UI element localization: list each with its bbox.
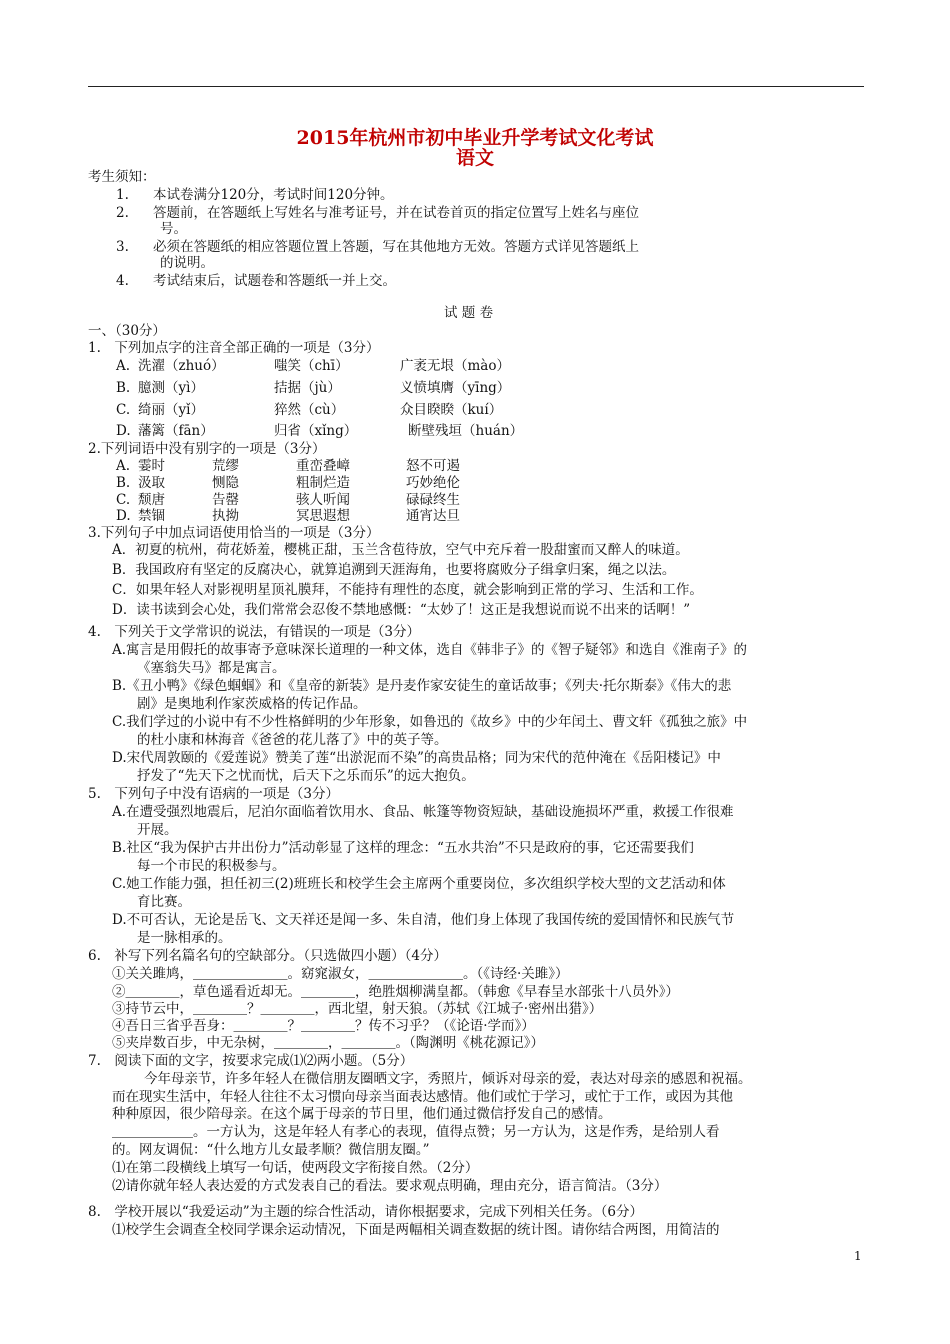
option-text: A.在遭受强烈地震后，尼泊尔面临着饮用水、食品、帐篷等物资短缺，基础设施损坏严重，救援工作很难 — [112, 804, 734, 820]
option-word: 汲取 — [138, 475, 165, 491]
option-text: C．如果年轻人对影视明星顶礼膜拜，不能持有理性的态度，就会影响到正常的学习、生活和工作。 — [112, 582, 703, 598]
page-number: 1 — [854, 1249, 862, 1263]
option-word: 臆测（yì） — [138, 380, 204, 396]
option-text: D．读书读到会心处，我们常常会忍俊不禁地感慨：“太妙了！这正是我想说而说不出来的话啊！” — [112, 602, 691, 618]
option-word: 霎时 — [138, 458, 165, 474]
question-stem: 1. 下列加点字的注音全部正确的一项是（3分） — [88, 340, 380, 356]
option-letter: A. — [116, 458, 131, 474]
notice-item-cont: 的说明。 — [160, 255, 214, 271]
option-text-cont: 开展。 — [137, 822, 178, 838]
question-stem: 4. 下列关于文学常识的说法，有错误的一项是（3分） — [88, 624, 420, 640]
option-word: 怒不可遏 — [406, 458, 460, 474]
sub-question: ⑵请你就年轻人表达爱的方式发表自己的看法。要求观点明确，理由充分，语言简洁。（3分） — [112, 1178, 668, 1194]
exam-title: 2015年杭州市初中毕业升学考试文化考试 — [296, 127, 654, 149]
passage-line: 种种原因，很少陪母亲。在这个属于母亲的节日里，他们通过微信抒发自己的感情。 — [112, 1106, 612, 1122]
option-text-cont: 剧》是奥地利作家茨威格的传记作品。 — [137, 696, 367, 712]
option-word: 恻隐 — [212, 475, 239, 491]
option-text: D.不可否认，无论是岳飞、文天祥还是闻一多、朱自清，他们身上体现了我国传统的爱国情怀和民族气节 — [112, 912, 735, 928]
subject-title: 语文 — [455, 147, 494, 169]
question-stem: 7. 阅读下面的文字，按要求完成⑴⑵两小题。（5分） — [88, 1053, 414, 1069]
option-text-cont: 的杜小康和林海音《爸爸的花儿落了》中的英子等。 — [137, 732, 448, 748]
option-word: 禁锢 — [138, 508, 165, 524]
notice-number: 2. — [116, 205, 129, 221]
sub-question: ⑴校学生会调查全校同学课余运动情况，下面是两幅相关调查数据的统计图。请你结合两图，用简洁的 — [112, 1222, 720, 1238]
option-text: B.《丑小鸭》《绿色蝈蝈》和《皇帝的新装》是丹麦作家安徒生的童话故事；《列夫·托尔斯泰》《伟大的悲 — [112, 678, 732, 694]
question-stem: 2.下列词语中没有别字的一项是（3分） — [88, 441, 326, 457]
passage-line: 的。网友调侃：“什么地方儿女最孝顺？微信朋友圈。” — [112, 1142, 430, 1158]
notice-number: 3. — [116, 239, 129, 255]
fill-blank-line: ⑤夹岸数百步，中无杂树，＿＿＿＿，＿＿＿＿。（陶渊明《桃花源记》） — [112, 1035, 544, 1051]
fill-blank-line: ③持节云中，＿＿＿＿？＿＿＿＿，西北望，射天狼。（苏轼《江城子·密州出猎》） — [112, 1001, 603, 1017]
notice-number: 1. — [116, 187, 129, 203]
option-letter: B. — [116, 380, 131, 396]
option-text: A．初夏的杭州，荷花娇羞，樱桃正甜，玉兰含苞待放，空气中充斥着一股甜蜜而又醉人的味道。 — [112, 542, 689, 558]
option-letter: D. — [116, 508, 131, 524]
option-text-cont: 育比赛。 — [137, 894, 191, 910]
notice-heading: 考生须知： — [88, 169, 156, 185]
option-letter: B. — [116, 475, 131, 491]
sub-question: ⑴在第二段横线上填写一句话，使两段文字衔接自然。（2分） — [112, 1160, 479, 1176]
notice-item: 必须在答题纸的相应答题位置上答题，写在其他地方无效。答题方式详见答题纸上 — [153, 239, 639, 255]
fill-blank-line: ①关关雎鸠，＿＿＿＿＿＿＿。窈窕淑女，＿＿＿＿＿＿＿。（《诗经·关雎》） — [112, 966, 569, 982]
notice-item: 答题前，在答题纸上写姓名与准考证号，并在试卷首页的指定位置写上姓名与座位 — [153, 205, 639, 221]
option-word: 巧妙绝伦 — [406, 475, 460, 491]
option-word: 嗤笑（chī） — [274, 358, 349, 374]
notice-item: 本试卷满分120分，考试时间120分钟。 — [153, 187, 394, 203]
question-stem: 6. 补写下列名篇名句的空缺部分。（只选做四小题）（4分） — [88, 948, 447, 964]
notice-item: 考试结束后，试题卷和答题纸一并上交。 — [153, 273, 396, 289]
option-word: 执拗 — [212, 508, 239, 524]
header-rule — [88, 86, 864, 87]
option-word: 拮据（jù） — [274, 380, 341, 396]
option-text-cont: 是一脉相承的。 — [137, 930, 232, 946]
option-word: 碌碌终生 — [406, 492, 460, 508]
option-word: 冥思遐想 — [296, 508, 350, 524]
option-word: 广袤无垠（mào） — [400, 358, 510, 374]
option-word: 断壁残垣（huán） — [408, 423, 524, 439]
option-letter: A. — [116, 358, 131, 374]
option-word: 众目睽睽（kuí） — [400, 402, 503, 418]
option-word: 重峦叠嶂 — [296, 458, 350, 474]
option-word: 义愤填膺（yīng） — [400, 380, 511, 396]
passage-line: 而在现实生活中，年轻人往往不太习惯向母亲当面表达感情。他们或忙于学习，或忙于工作，或因为其他 — [112, 1089, 733, 1105]
option-text: B．我国政府有坚定的反腐决心，就算追溯到天涯海角，也要将腐败分子缉拿归案，绳之以法。 — [112, 562, 676, 578]
option-text: D.宋代周敦颐的《爱莲说》赞美了莲“出淤泥而不染”的高贵品格；同为宋代的范仲淹在《岳阳楼记》中 — [112, 750, 721, 766]
option-letter: C. — [116, 402, 131, 418]
fill-blank-line: ②＿＿＿＿，草色遥看近却无。＿＿＿＿，绝胜烟柳满皇都。（韩愈《早春呈水部张十八员外》） — [112, 984, 679, 1000]
question-stem: 8. 学校开展以“我爱运动”为主题的综合性活动，请你根据要求，完成下列相关任务。（6分） — [88, 1204, 644, 1220]
option-letter: C. — [116, 492, 131, 508]
option-letter: D. — [116, 423, 131, 439]
section-heading: 一、（30分） — [88, 323, 166, 339]
notice-item-cont: 号。 — [160, 221, 187, 237]
option-word: 粗制烂造 — [296, 475, 350, 491]
fill-blank-line: ④吾日三省乎吾身：＿＿＿＿？＿＿＿＿？传不习乎？（《论语·学而》） — [112, 1018, 535, 1034]
option-word: 猝然（cù） — [274, 402, 345, 418]
passage-line: ＿＿＿＿＿＿。一方认为，这是年轻人有孝心的表现，值得点赞；另一方认为，这是作秀，是给别人看 — [112, 1124, 720, 1140]
question-stem: 5. 下列句子中没有语病的一项是（3分） — [88, 786, 339, 802]
notice-number: 4. — [116, 273, 129, 289]
option-word: 荒缪 — [212, 458, 239, 474]
option-word: 骇人听闻 — [296, 492, 350, 508]
option-word: 绮丽（yǐ） — [138, 402, 204, 418]
option-word: 藩篱（fān） — [138, 423, 214, 439]
option-text-cont: 每一个市民的积极参与。 — [137, 858, 286, 874]
passage-line: 今年母亲节，许多年轻人在微信朋友圈晒文字，秀照片，倾诉对母亲的爱，表达对母亲的感恩和祝福。 — [144, 1071, 752, 1087]
option-word: 颓唐 — [138, 492, 165, 508]
option-word: 洗濯（zhuó） — [138, 358, 225, 374]
option-text: C.我们学过的小说中有不少性格鲜明的少年形象，如鲁迅的《故乡》中的少年闰土、曹文轩《孤独之旅》中 — [112, 714, 748, 730]
option-word: 通宵达旦 — [406, 508, 460, 524]
paper-title: 试 题 卷 — [444, 305, 494, 321]
option-text-cont: 抒发了“先天下之忧而忧，后天下之乐而乐”的远大抱负。 — [137, 768, 475, 784]
option-text: B.社区“我为保护古井出份力”活动彰显了这样的理念：“五水共治”不只是政府的事，它还需要我们 — [112, 840, 694, 856]
option-word: 告罄 — [212, 492, 239, 508]
option-text-cont: 《塞翁失马》都是寓言。 — [137, 660, 286, 676]
option-text: C.她工作能力强，担任初三(2)班班长和校学生会主席两个重要岗位，多次组织学校大型的文艺活动和体 — [112, 876, 726, 892]
option-word: 归省（xǐng） — [274, 423, 358, 439]
question-stem: 3.下列句子中加点词语使用恰当的一项是（3分） — [88, 525, 380, 541]
option-text: A.寓言是用假托的故事寄予意味深长道理的一种文体，选自《韩非子》的《智子疑邻》和选自《淮南子》的 — [112, 642, 748, 658]
